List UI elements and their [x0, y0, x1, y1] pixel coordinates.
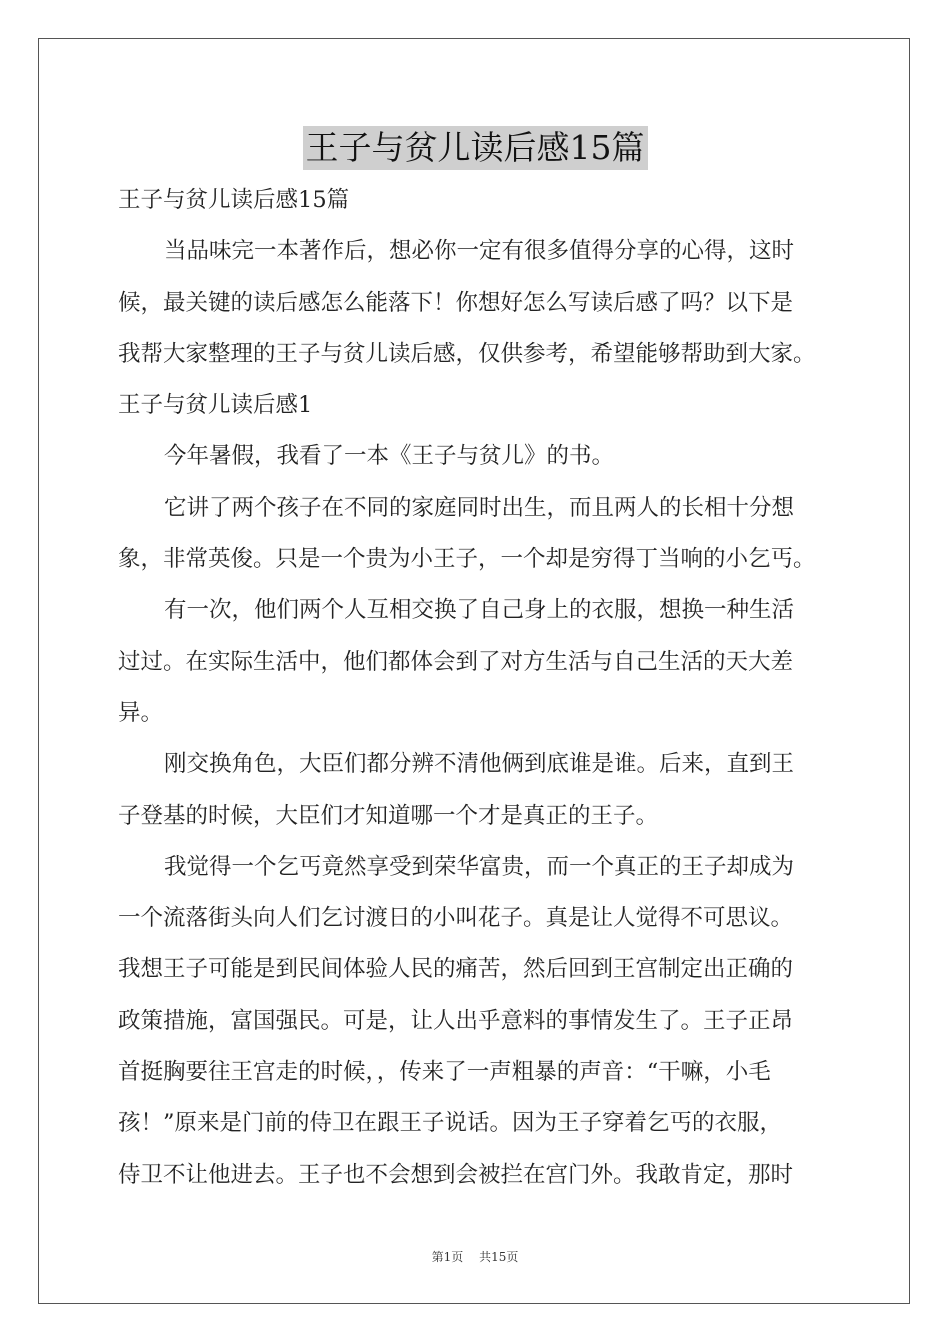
subtitle-line: 王子与贫儿读后感15篇 [118, 187, 350, 213]
paragraph-line: 过过。在实际生活中，他们都体会到了对方生活与自己生活的天大差 [118, 648, 794, 675]
paragraph-line: 今年暑假，我看了一本《王子与贫儿》的书。 [164, 443, 615, 470]
paragraph-line: 孩！”原来是门前的侍卫在跟王子说话。因为王子穿着乞丐的衣服， [118, 1110, 783, 1137]
paragraph-line: 有一次，他们两个人互相交换了自己身上的衣服，想换一种生活 [164, 597, 795, 624]
paragraph-line: 象，非常英俊。只是一个贵为小王子，一个却是穷得丁当响的小乞丐。 [118, 546, 816, 573]
document-body [118, 178, 838, 1204]
document-title: 王子与贫儿读后感15篇 [303, 126, 648, 170]
paragraph-line: 刚交换角色，大臣们都分辨不清他俩到底谁是谁。后来，直到王 [164, 751, 795, 778]
paragraph-line: 我想王子可能是到民间体验人民的痛苦，然后回到王宫制定出正确的 [118, 956, 794, 983]
paragraph-line: 子登基的时候，大臣们才知道哪一个才是真正的王子。 [118, 802, 659, 829]
paragraph-line: 异。 [118, 699, 164, 726]
section-heading: 王子与贫儿读后感1 [118, 392, 313, 419]
page-number-total: 共15页 [479, 1250, 519, 1264]
title-container [0, 126, 950, 170]
paragraph-line: 侍卫不让他进去。王子也不会想到会被拦在宫门外。我敢肯定，那时 [118, 1161, 794, 1188]
paragraph-line: 我帮大家整理的王子与贫儿读后感，仅供参考，希望能够帮助到大家。 [118, 340, 816, 367]
paragraph-line: 它讲了两个孩子在不同的家庭同时出生，而且两人的长相十分想 [164, 494, 795, 521]
paragraph-line: 首挺胸要往王宫走的时候，，传来了一声粗暴的声音：“干嘛，小毛 [118, 1059, 771, 1086]
paragraph-line: 政策措施，富国强民。可是，让人出乎意料的事情发生了。王子正昂 [118, 1007, 794, 1034]
paragraph-line: 一个流落街头向人们乞讨渡日的小叫花子。真是让人觉得不可思议。 [118, 905, 794, 932]
paragraph-line: 候，最关键的读后感怎么能落下！你想好怎么写读后感了吗？以下是 [118, 289, 794, 316]
page-footer [0, 1248, 950, 1265]
paragraph-line: 当品味完一本著作后，想必你一定有很多值得分享的心得，这时 [164, 238, 795, 265]
page-number-current: 第1页 [431, 1250, 464, 1264]
paragraph-line: 我觉得一个乞丐竟然享受到荣华富贵，而一个真正的王子却成为 [164, 853, 795, 880]
